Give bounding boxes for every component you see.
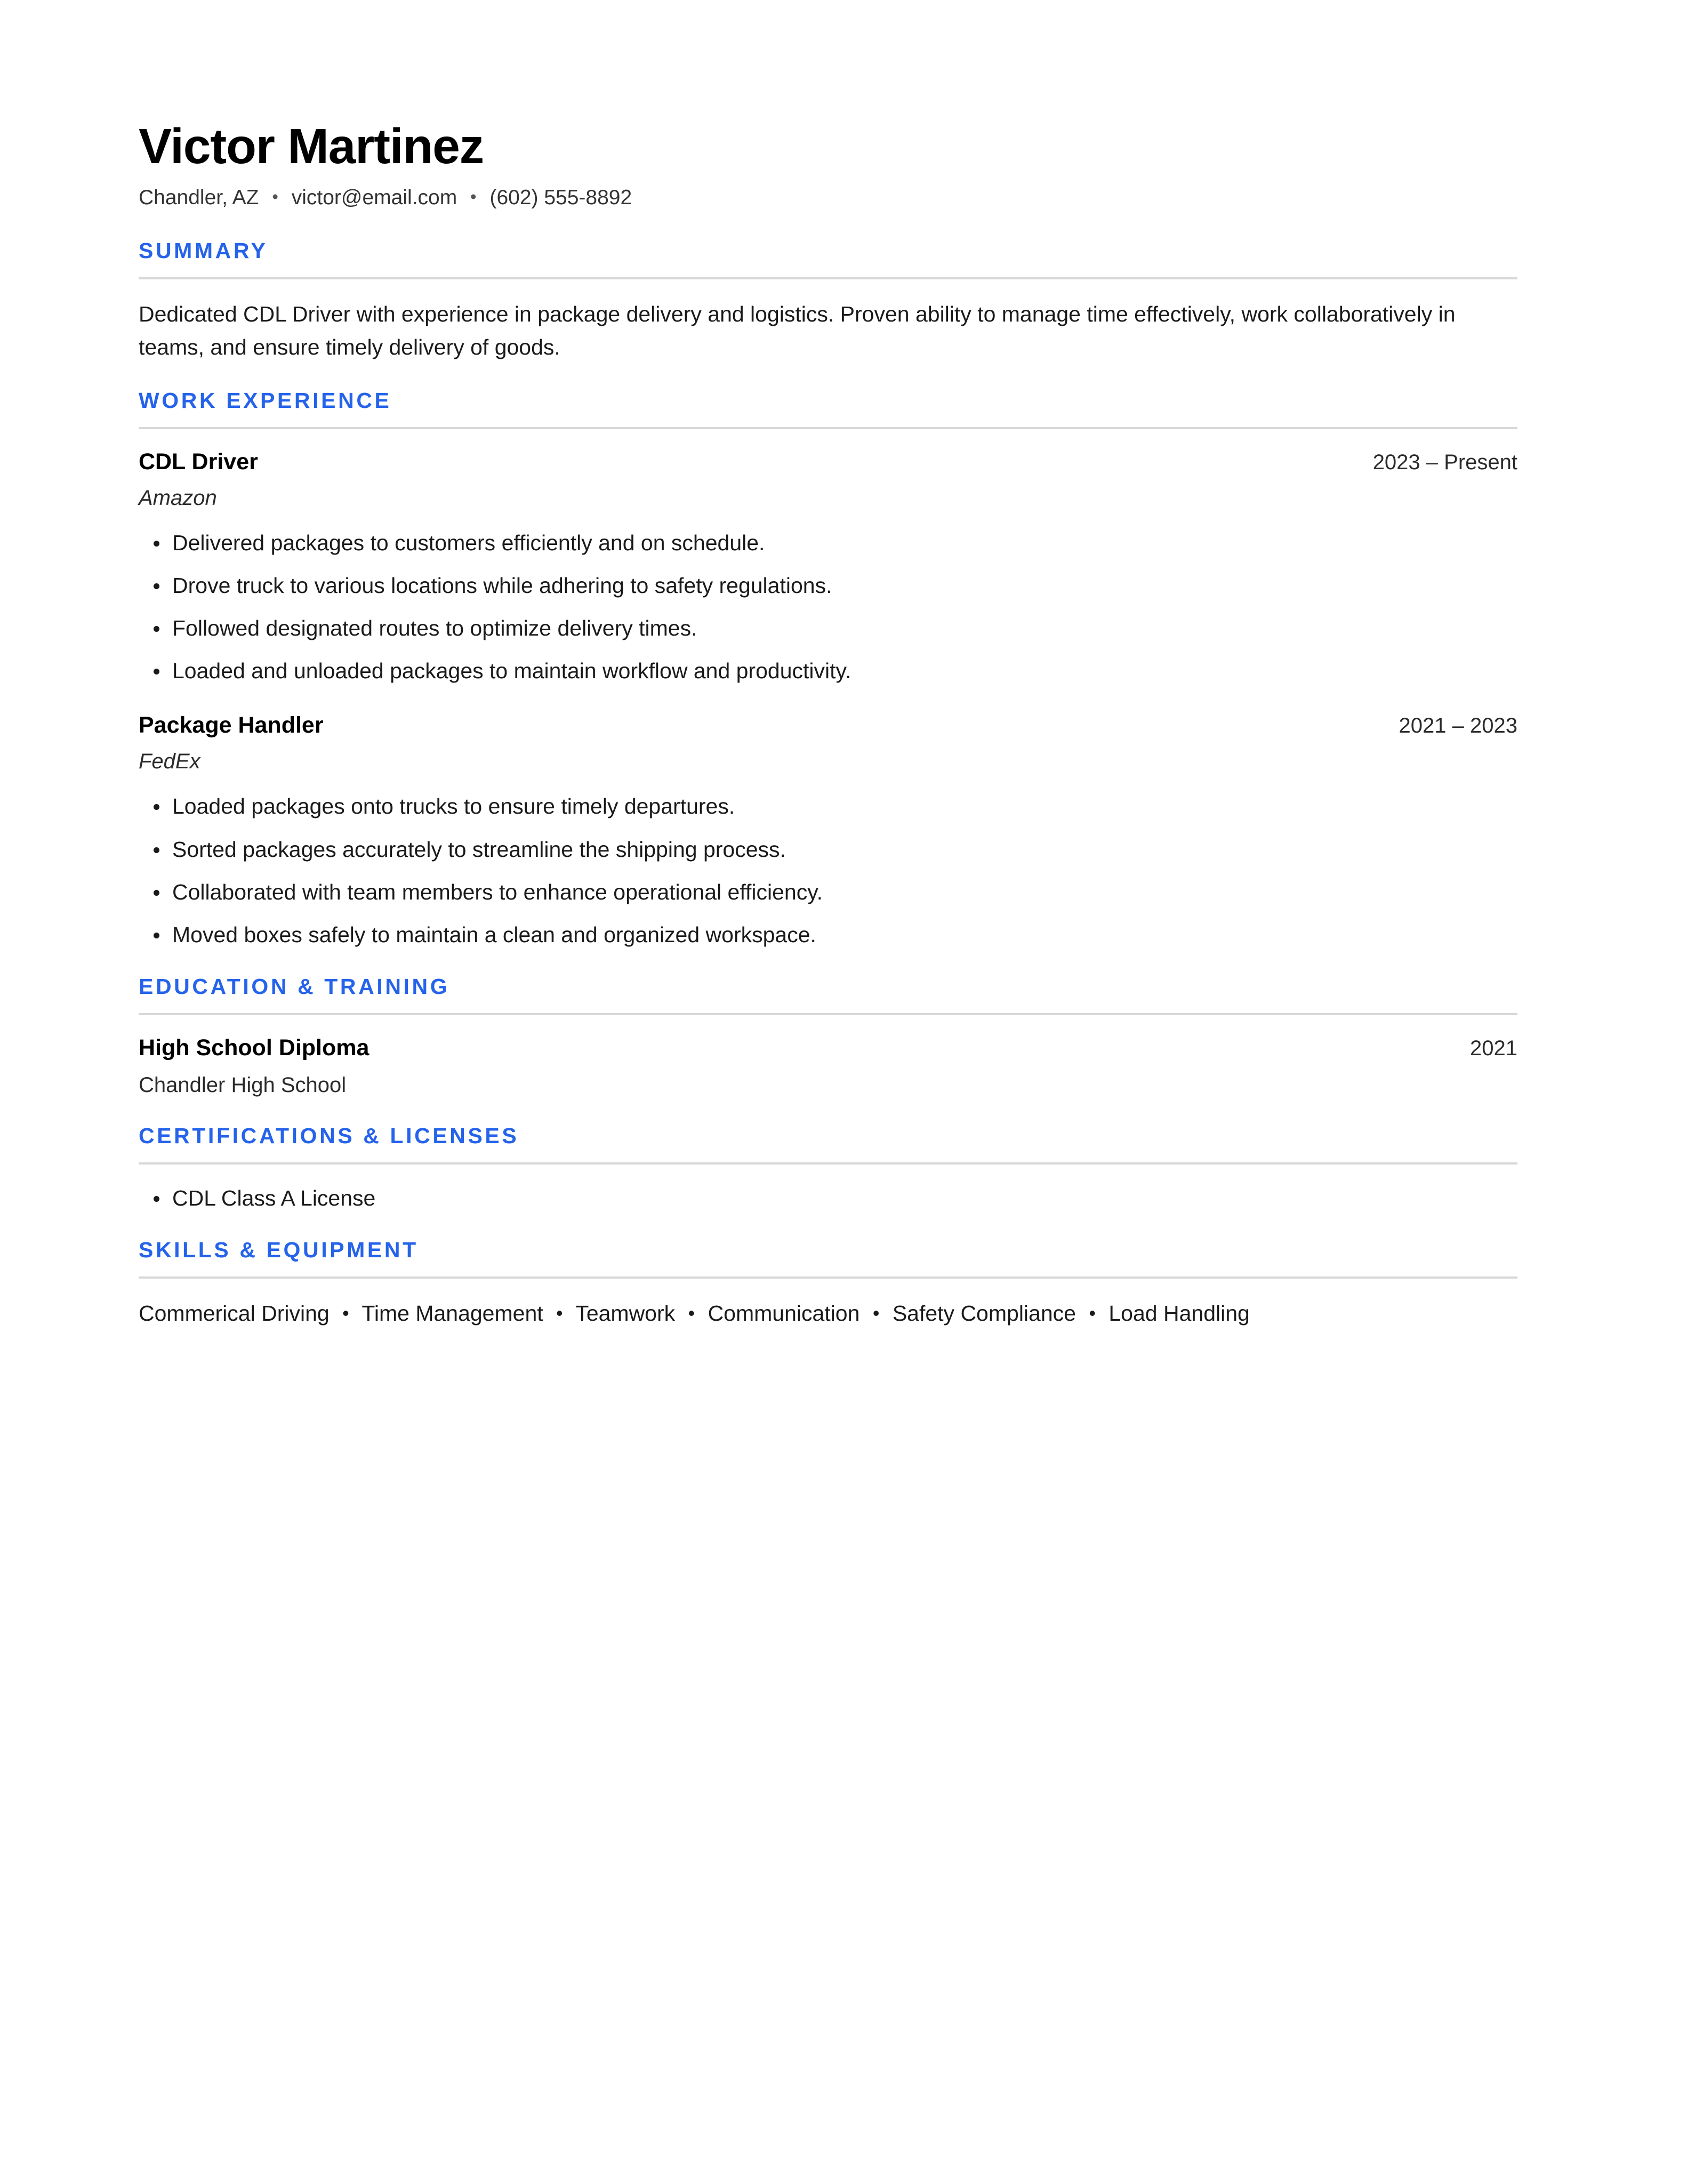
- list-item: Sorted packages accurately to streamline the shipping process.: [139, 834, 1517, 865]
- contact-email[interactable]: victor@email.com: [291, 186, 457, 209]
- section-title-certifications: CERTIFICATIONS & LICENSES: [139, 1123, 519, 1149]
- section-education: [139, 975, 1517, 1099]
- work-entry-head: [139, 447, 1517, 477]
- section-divider: [139, 1276, 1517, 1279]
- section-certifications: [139, 1124, 1517, 1214]
- section-divider: [139, 427, 1517, 429]
- degree-title: High School Diploma: [139, 1035, 369, 1061]
- bullet-separator-icon: •: [556, 1302, 563, 1324]
- list-item: Followed designated routes to optimize delivery times.: [139, 613, 1517, 644]
- certification-list: [139, 1183, 1517, 1214]
- section-divider: [139, 1162, 1517, 1165]
- education-entry: [139, 1033, 1517, 1099]
- contact-location: Chandler, AZ: [139, 186, 259, 209]
- job-bullet-list: [139, 527, 1517, 687]
- job-company: Amazon: [139, 486, 217, 510]
- section-summary: [139, 239, 1517, 364]
- section-skills: [139, 1238, 1517, 1330]
- skills-line: [139, 1297, 1517, 1330]
- bullet-separator-icon: •: [342, 1302, 349, 1324]
- section-work-experience: [139, 389, 1517, 950]
- resume-header: [139, 120, 1517, 211]
- section-divider: [139, 1013, 1517, 1015]
- bullet-separator-icon: •: [872, 1302, 880, 1324]
- bullet-separator-icon: •: [470, 186, 477, 206]
- work-entry: [139, 711, 1517, 950]
- summary-text: Dedicated CDL Driver with experience in package delivery and logistics. Proven ability to manage time effectively, work collaboratively in teams, and ensure timely delivery of goods.: [139, 302, 1456, 360]
- work-entry: [139, 447, 1517, 687]
- list-item: Loaded packages onto trucks to ensure timely departures.: [139, 791, 1517, 822]
- job-company: FedEx: [139, 750, 200, 774]
- bullet-separator-icon: •: [1089, 1302, 1096, 1324]
- list-item: Collaborated with team members to enhance operational efficiency.: [139, 877, 1517, 908]
- contact-line: [139, 184, 1517, 212]
- job-title: CDL Driver: [139, 448, 258, 475]
- section-title-education: EDUCATION & TRAINING: [139, 974, 450, 999]
- skill-item: Commerical Driving: [139, 1301, 330, 1326]
- list-item: Drove truck to various locations while adhering to safety regulations.: [139, 570, 1517, 601]
- degree-dates: 2021: [1470, 1037, 1517, 1061]
- list-item: Loaded and unloaded packages to maintain workflow and productivity.: [139, 655, 1517, 686]
- list-item: CDL Class A License: [139, 1183, 1517, 1214]
- skill-item: Time Management: [362, 1301, 543, 1326]
- skill-item: Load Handling: [1108, 1301, 1250, 1326]
- job-dates: 2021 – 2023: [1399, 714, 1517, 738]
- list-item: Moved boxes safely to maintain a clean and organized workspace.: [139, 919, 1517, 950]
- skill-item: Communication: [708, 1301, 860, 1326]
- work-entry-head: [139, 711, 1517, 741]
- job-bullet-list: [139, 791, 1517, 950]
- job-title: Package Handler: [139, 712, 324, 738]
- contact-phone[interactable]: (602) 555-8892: [489, 186, 632, 209]
- section-divider: [139, 277, 1517, 279]
- skill-item: Teamwork: [575, 1301, 676, 1326]
- bullet-separator-icon: •: [688, 1302, 695, 1324]
- section-title-skills: SKILLS & EQUIPMENT: [139, 1238, 419, 1263]
- education-entry-head: [139, 1033, 1517, 1063]
- school-name: Chandler High School: [139, 1073, 347, 1097]
- skill-item: Safety Compliance: [892, 1301, 1076, 1326]
- section-title-work-experience: WORK EXPERIENCE: [139, 388, 392, 413]
- section-title-summary: SUMMARY: [139, 238, 268, 263]
- job-dates: 2023 – Present: [1372, 450, 1517, 474]
- candidate-name: Victor Martinez: [139, 118, 484, 174]
- list-item: Delivered packages to customers efficiently and on schedule.: [139, 527, 1517, 558]
- bullet-separator-icon: •: [272, 186, 278, 206]
